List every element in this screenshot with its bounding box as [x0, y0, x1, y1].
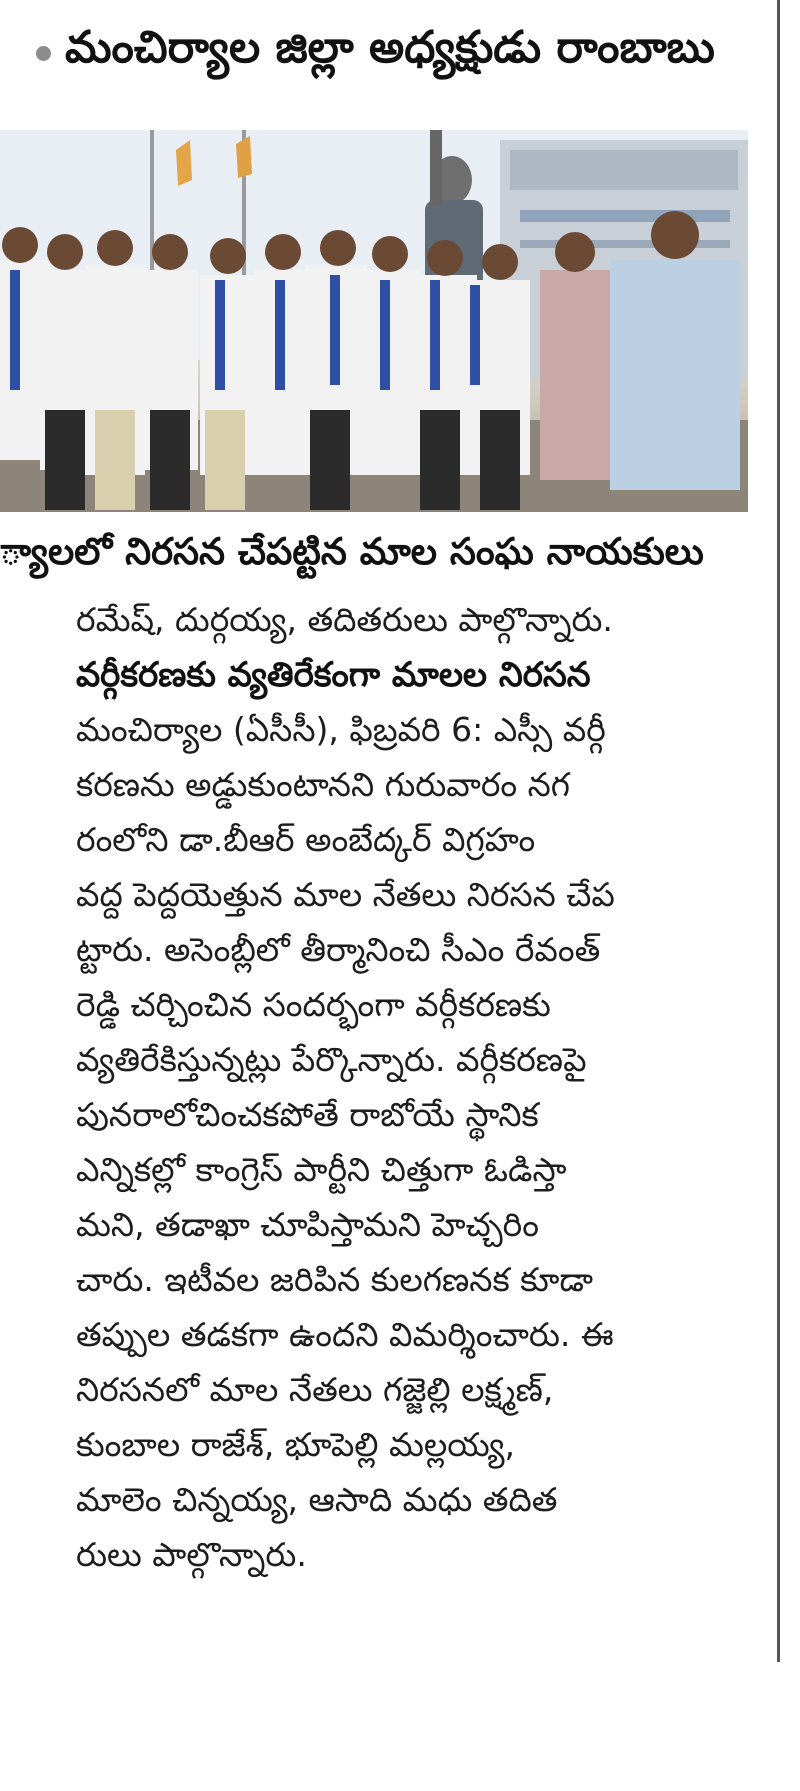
article-body-line: మాలెం చిన్నయ్య, ఆసాది మధు తదిత — [76, 1480, 558, 1519]
article — [76, 596, 754, 1586]
article-body-line: కరణను అడ్డుకుంటానని గురువారం నగ — [76, 765, 571, 804]
article-body-line: ట్టారు. అసెంబ్లీలో తీర్మానించి సీఎం రేవంత్ — [76, 930, 601, 969]
article-body-line: వ్యతిరేకిస్తున్నట్లు పేర్కొన్నారు. వర్గీకరణపై — [76, 1040, 587, 1079]
article-body-line: రంలోని డా.బీఆర్ అంబేద్కర్ విగ్రహం — [76, 820, 536, 859]
top-caption — [36, 14, 776, 92]
article-body-line: రులు పాల్గొన్నారు. — [76, 1535, 307, 1574]
column-divider — [777, 0, 780, 1662]
article-body-line: వద్ద పెద్దయెత్తున మాల నేతలు నిరసన చేప — [76, 875, 615, 914]
article-headline: వర్గీకరణకు వ్యతిరేకంగా మాలల నిరసన — [76, 654, 591, 695]
article-body-line: మని, తడాఖా చూపిస్తామని హెచ్చరిం — [76, 1205, 539, 1244]
article-body-line: రెడ్డి చర్చించిన సందర్భంగా వర్గీకరణకు — [76, 985, 551, 1024]
article-body-line: చారు. ఇటీవల జరిపిన కులగణనక కూడా — [76, 1260, 594, 1299]
news-photo — [0, 130, 748, 512]
article-body-line: ఎన్నికల్లో కాంగ్రెస్ పార్టీని చిత్తుగా ఓడిస్తా — [76, 1150, 567, 1189]
photo-caption: ్యాలలో నిరసన చేపట్టిన మాల సంఘ నాయకులు — [0, 530, 704, 573]
article-body — [76, 706, 754, 1586]
article-body-line: కుంబాల రాజేశ్, భూపెల్లి మల్లయ్య, — [76, 1425, 515, 1464]
article-lead-line: రమేష్, దుర్గయ్య, తదితరులు పాల్గొన్నారు. — [76, 600, 613, 639]
bullet-icon — [36, 46, 51, 61]
article-body-line: తప్పుల తడకగా ఉందని విమర్శించారు. ఈ — [76, 1315, 614, 1354]
top-caption-text: మంచిర్యాల జిల్లా అధ్యక్షుడు రాంబాబు — [65, 22, 715, 73]
article-body-line: నిరసనలో మాల నేతలు గజ్జెల్లి లక్ష్మణ్, — [76, 1370, 554, 1409]
photo-icon — [0, 130, 748, 512]
article-body-line: పునరాలోచించకపోతే రాబోయే స్థానిక — [76, 1095, 539, 1134]
article-body-line: మంచిర్యాల (ఏసీసీ), ఫిబ్రవరి 6: ఎస్సీ వర్గీ — [76, 710, 606, 749]
